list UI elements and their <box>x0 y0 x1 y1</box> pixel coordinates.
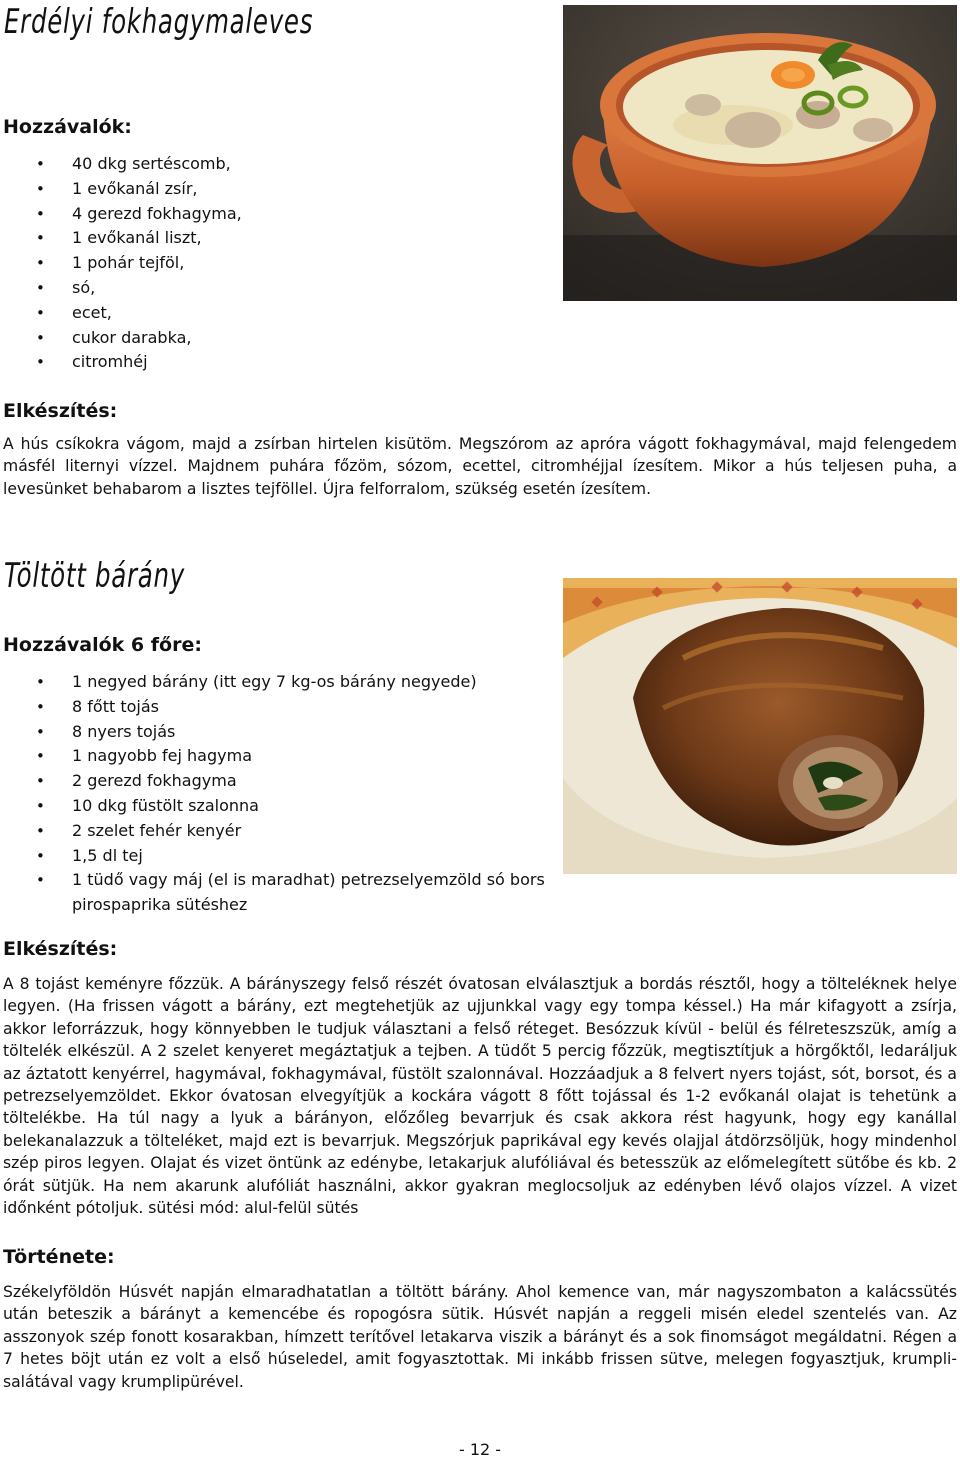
ingredient-item: • 2 szelet fehér kenyér <box>0 819 565 844</box>
recipe2-history-text: Székelyföldön Húsvét napján elmaradhatatlan a töltött bárány. Ahol kemence van, már nagyszombaton a kalácssütés után beteszik a bárányt a kemencébe és ropogósra sütik. Húsvét napján a reggeli misén eledel szentelés van. Az asszonyok szép fonott kosarakban, hímzett terítővel letakarva viszik a bárányt és a sok finomságot megáldatni. Régen a 7 hetes böjt után ez volt a első húseledel, amit fogyasztottak. Mi inkább frissen sütve, melegen fogyasztjuk, krumpli-salátával vagy krumplipürével. <box>3 1283 957 1391</box>
ingredient-item: • 1 tüdő vagy máj (el is maradhat) petrezselyemzöld só bors pirospaprika sütéshez <box>0 868 565 918</box>
recipe1-ingredients-list <box>0 152 540 375</box>
ingredient-item: • 1 nagyobb fej hagyma <box>0 744 565 769</box>
recipe2-ingredients-list <box>0 670 565 918</box>
ingredient-item: • citromhéj <box>0 350 540 375</box>
recipe2-ingredients-heading: Hozzávalók 6 főre: <box>3 634 202 656</box>
garlic-soup-photo <box>563 5 957 301</box>
recipe1-method-text: A hús csíkokra vágom, majd a zsírban hirtelen kisütöm. Megszórom az apróra vágott fokhagymával, majd felengedem másfél liternyi vízzel. Majdnem puhára főzöm, sózom, ecettel, citromhéjjal ízesítem. Mikor a hús teljesen puha, a levesünket behabarom a lisztes tejföllel. Újra felforralom, szükség esetén ízesítem. <box>3 435 957 498</box>
recipe2-history-heading: Története: <box>3 1246 115 1268</box>
ingredient-item: • cukor darabka, <box>0 326 540 351</box>
stuffed-lamb-photo <box>563 578 957 874</box>
recipe2-method-heading: Elkészítés: <box>3 938 118 960</box>
ingredient-item: • 40 dkg sertéscomb, <box>0 152 540 177</box>
page-number: - 12 - <box>458 1440 502 1459</box>
ingredient-item: • 8 nyers tojás <box>0 720 565 745</box>
recipe1-method-heading: Elkészítés: <box>3 400 118 422</box>
ingredient-item: • 1,5 dl tej <box>0 844 565 869</box>
recipe1-title: Erdélyi fokhagymaleves <box>4 2 314 42</box>
ingredient-item: • 1 negyed bárány (itt egy 7 kg-os bárány negyede) <box>0 670 565 695</box>
recipe2-method-text: A 8 tojást keményre főzzük. A bárányszegy felső részét óvatosan elválasztjuk a bordás résztől, hogy a tölteléknek helye legyen. (Ha frissen vágott a bárány, ezt megtehetjük az ujjunkkal vagy egy tompa késsel.) Ha már kifagyott a zsírja, akkor leforrázzuk, hogy könnyebben le tudjuk választani a felső réteget. Besózzuk kívül - belül és félreteszszük, amíg a töltelék elkészül. A 2 szelet kenyeret megáztatjuk a tejben. A tüdőt 5 percig főzzük, megtisztítjuk a hörgőktől, ledaráljuk az áztatott kenyérrel, hagymával, fokhagymával, füstölt szalonnával. Hozzáadjuk a 8 felvert nyers tojást, sót, borsot, és a petrezselyemzöldet. Ekkor óvatosan elvegyítjük a kockára vágott 8 főtt tojással és 1-2 evőkanál olajat is tehetünk a töltelékbe. Ha túl nagy a lyuk a bárányon, előzőleg bevarrjuk és csak akkora rést hagyunk, hogy egy kanállal belekanalazzuk a tölteléket, majd ezt is bevarrjuk. Megszórjuk paprikával egy kevés olajjal átdörzsöljük, hogy mindenhol szép piros legyen. Olajat és vizet öntünk az edénybe, letakarjuk alufóliával és betesszük az előmelegített sütőbe és kb. 2 órát sütjük. Ha nem akarunk alufóliát használni, akkor gyakran meglocsoljuk az edényben lévő olajos vízzel. A vizet időnként pótoljuk. sütési mód: alul-felül sütés <box>3 975 957 1218</box>
ingredient-item: • 8 főtt tojás <box>0 695 565 720</box>
recipe1-ingredients-heading: Hozzávalók: <box>3 116 132 138</box>
ingredient-item: • 1 pohár tejföl, <box>0 251 540 276</box>
ingredient-item: • 1 evőkanál liszt, <box>0 226 540 251</box>
ingredient-item: • 2 gerezd fokhagyma <box>0 769 565 794</box>
ingredient-item: • só, <box>0 276 540 301</box>
recipe2-title: Töltött bárány <box>4 556 185 596</box>
ingredient-item: • 1 evőkanál zsír, <box>0 177 540 202</box>
ingredient-item: • 4 gerezd fokhagyma, <box>0 202 540 227</box>
ingredient-item: • 10 dkg füstölt szalonna <box>0 794 565 819</box>
ingredient-item: • ecet, <box>0 301 540 326</box>
